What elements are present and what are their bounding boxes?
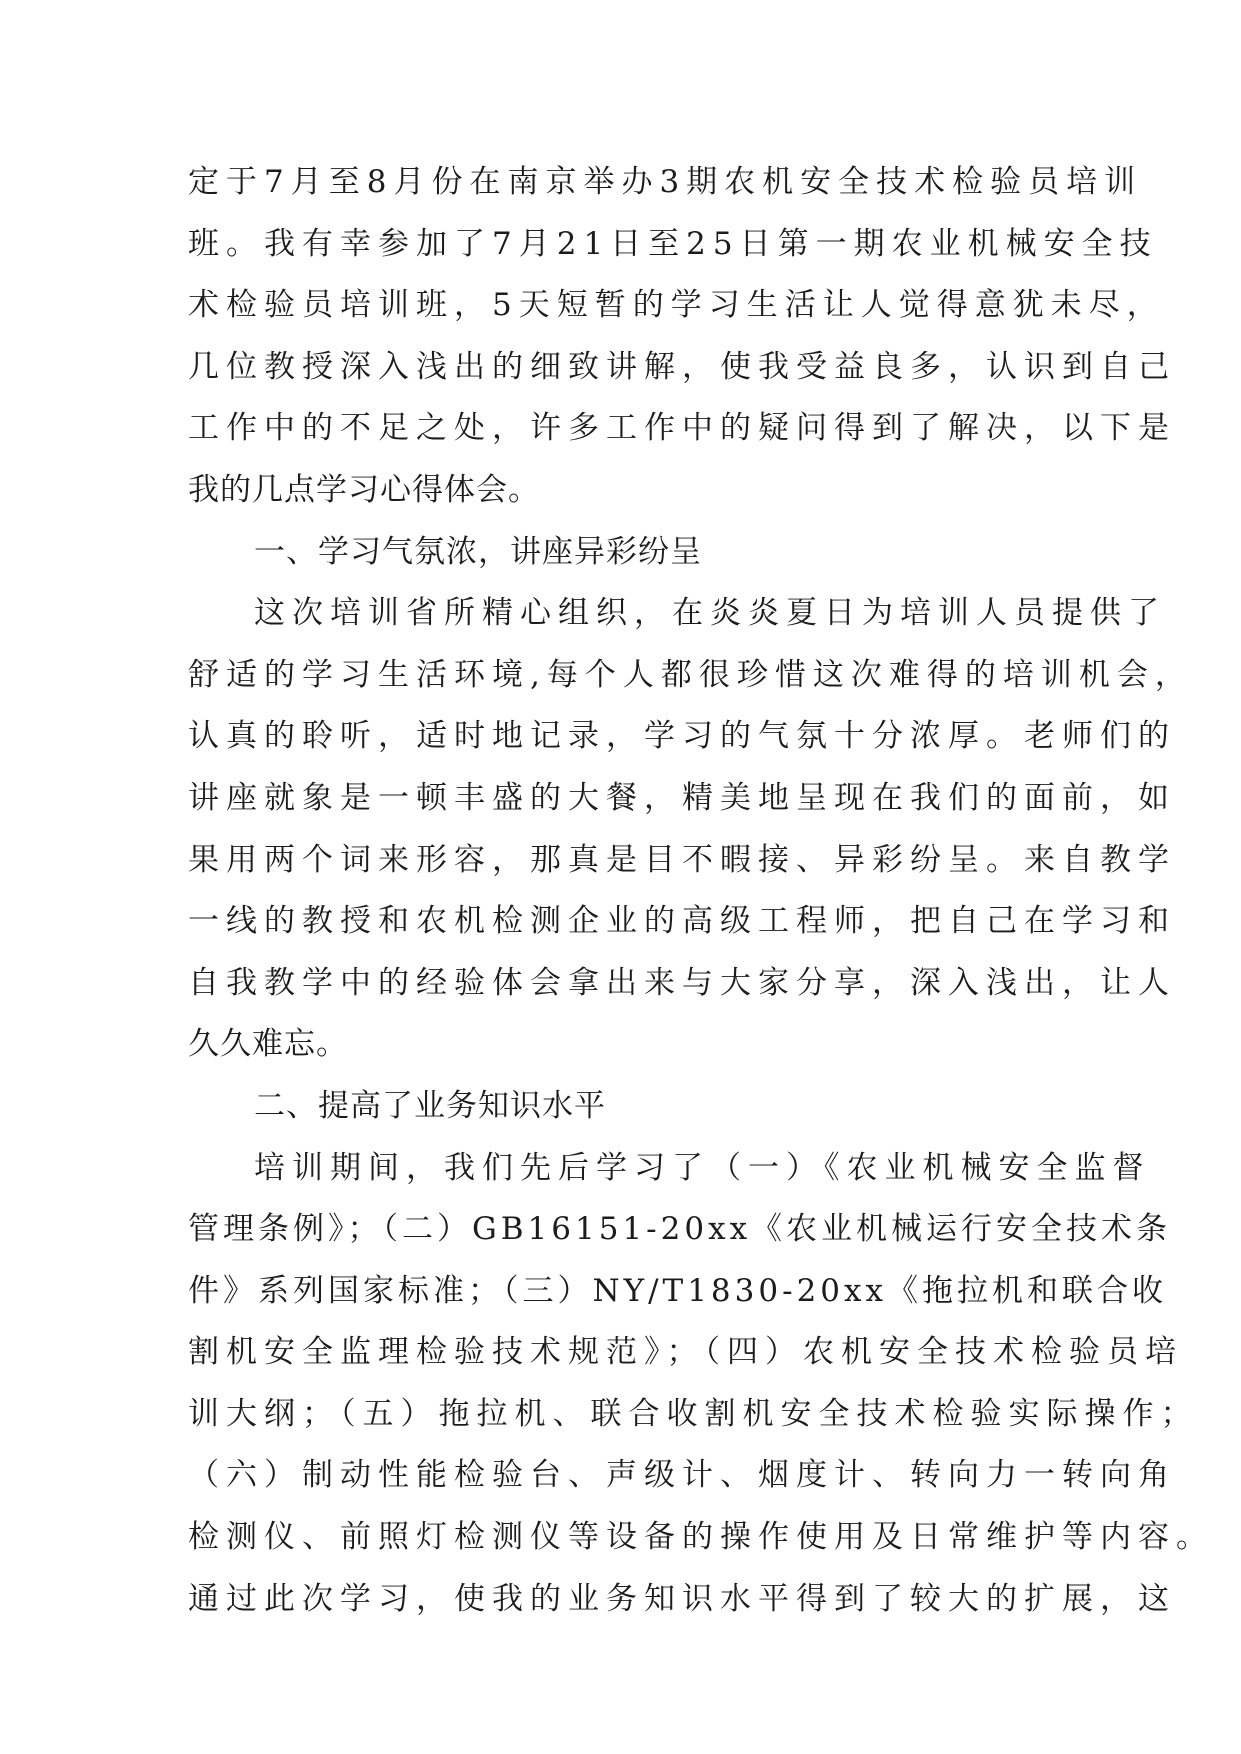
- paragraph-line: 班。我有幸参加了7月21日至25日第一期农业机械安全技: [188, 225, 1158, 262]
- paragraph-line: 认真的聆听，适时地记录，学习的气氛十分浓厚。老师们的: [188, 718, 1176, 755]
- paragraph-line: 自我教学中的经验体会拿出来与大家分享，深入浅出，让人: [188, 964, 1176, 1001]
- section-heading-line: 二、提高了业务知识水平: [254, 1087, 606, 1124]
- paragraph-line: 这次培训省所精心组织，在炎炎夏日为培训人员提供了: [254, 595, 1166, 632]
- paragraph-line: 久久难忘。: [188, 1026, 348, 1063]
- section-heading-line: 一、学习气氛浓，讲座异彩纷呈: [254, 533, 702, 570]
- paragraph-line: 几位教授深入浅出的细致讲解，使我受益良多，认识到自己: [188, 348, 1176, 385]
- paragraph-line: 我的几点学习心得体会。: [188, 471, 540, 508]
- paragraph-line: 定于7月至8月份在南京举办3期农机安全技术检验员培训: [188, 164, 1143, 200]
- paragraph-line: 术检验员培训班，5天短暂的学习生活让人觉得意犹未尽，: [188, 287, 1165, 324]
- paragraph-line: 工作中的不足之处，许多工作中的疑问得到了解决，以下是: [188, 410, 1176, 447]
- paragraph-line: 舒适的学习生活环境,每个人都很珍惜这次难得的培训机会，: [188, 656, 1193, 693]
- paragraph-line: 果用两个词来形容，那真是目不暇接、异彩纷呈。来自教学: [188, 841, 1176, 878]
- document-body: [188, 152, 1214, 1630]
- paragraph-line: 检测仪、前照灯检测仪等设备的操作使用及日常维护等内容。: [188, 1519, 1214, 1556]
- paragraph-line: 一线的教授和农机检测企业的高级工程师，把自己在学习和: [188, 903, 1176, 940]
- paragraph-line: 讲座就象是一顿丰盛的大餐，精美地呈现在我们的面前，如: [188, 779, 1176, 816]
- paragraph-line: 管理条例》；（二）GB16151-20xx《农业机械运行安全技术条: [188, 1211, 1172, 1248]
- paragraph-line: 件》系列国家标准；（三）NY/T1830-20xx《拖拉机和联合收: [188, 1272, 1167, 1309]
- paragraph-line: 训大纲；（五）拖拉机、联合收割机安全技术检验实际操作；: [188, 1395, 1199, 1432]
- paragraph-line: 通过此次学习，使我的业务知识水平得到了较大的扩展，这: [188, 1580, 1176, 1617]
- paragraph-line: 培训期间，我们先后学习了（一）《农业机械安全监督: [254, 1149, 1151, 1186]
- paragraph-line: （六）制动性能检验台、声级计、烟度计、转向力一转向角: [188, 1457, 1176, 1494]
- paragraph-line: 割机安全监理检验技术规范》；（四）农机安全技术检验员培: [188, 1334, 1183, 1371]
